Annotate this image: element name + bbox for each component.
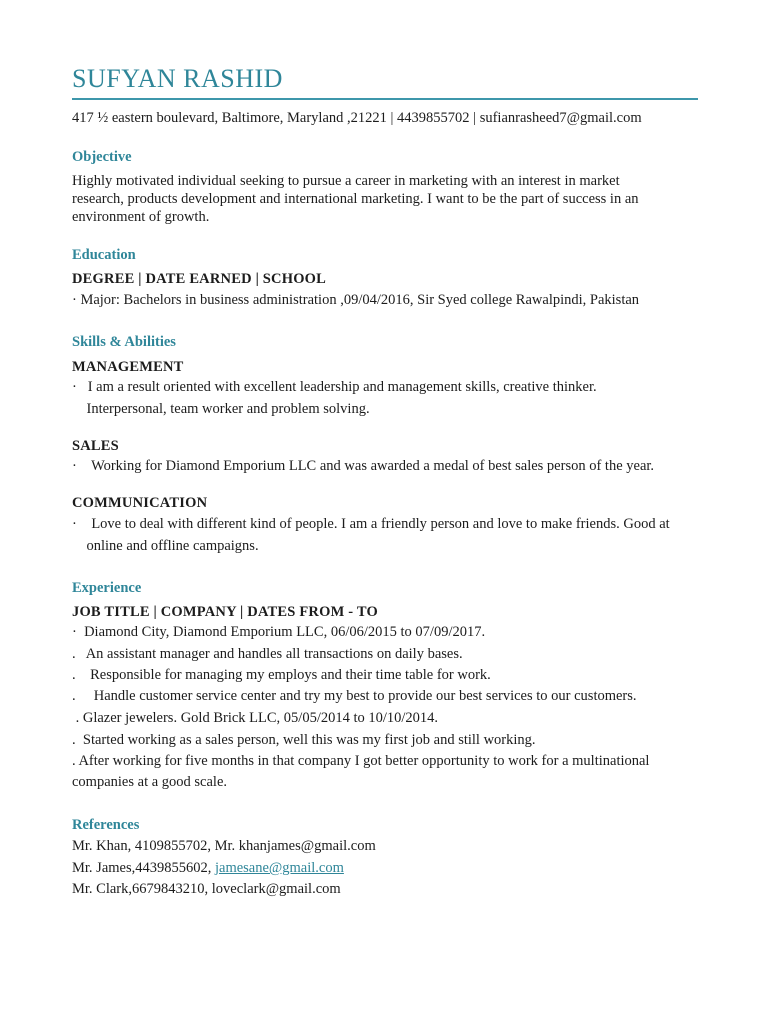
objective-line-2: research, products development and international marketing. I want to be the part of success in an (72, 191, 639, 207)
management-line-1: · I am a result oriented with excellent leadership and management skills, creative thinker. (72, 379, 597, 395)
sales-subheading: SALES (72, 438, 119, 454)
reference-3: Mr. Clark,6679843210, loveclark@gmail.com (72, 881, 341, 897)
management-line-2: Interpersonal, team worker and problem solving. (72, 401, 370, 417)
communication-line-2: online and offline campaigns. (72, 538, 259, 554)
experience-subheading: JOB TITLE | COMPANY | DATES FROM - TO (72, 604, 378, 620)
experience-line-8: companies at a good scale. (72, 774, 228, 790)
experience-line-5: . Glazer jewelers. Gold Brick LLC, 05/05/2014 to 10/10/2014. (72, 710, 439, 726)
experience-line-1: · Diamond City, Diamond Emporium LLC, 06/06/2015 to 07/09/2017. (72, 624, 486, 640)
communication-line-1: · Love to deal with different kind of people. I am a friendly person and love to make friends. Good at (72, 516, 670, 532)
management-subheading: MANAGEMENT (72, 359, 184, 375)
objective-heading: Objective (72, 149, 132, 165)
education-subheading: DEGREE | DATE EARNED | SCHOOL (72, 271, 327, 287)
experience-line-3: . Responsible for managing my employs and their time table for work. (72, 667, 491, 683)
experience-line-4: . Handle customer service center and try my best to provide our best services to our customers. (72, 688, 637, 704)
objective-line-1: Highly motivated individual seeking to pursue a career in marketing with an interest in market (72, 173, 620, 189)
sales-line-1: · Working for Diamond Emporium LLC and was awarded a medal of best sales person of the year. (72, 458, 655, 474)
communication-subheading: COMMUNICATION (72, 495, 208, 511)
reference-1: Mr. Khan, 4109855702, Mr. khanjames@gmail.com (72, 838, 376, 854)
contact-line: 417 ½ eastern boulevard, Baltimore, Maryland ,21221 | 4439855702 | sufianrasheed7@gmail.com (72, 110, 642, 126)
education-heading: Education (72, 247, 136, 263)
reference-2-email-link[interactable]: jamesane@gmail.com (214, 860, 344, 876)
experience-line-6: . Started working as a sales person, well this was my first job and still working. (72, 732, 536, 748)
skills-heading: Skills & Abilities (72, 334, 176, 350)
objective-line-3: environment of growth. (72, 209, 210, 225)
experience-line-7: . After working for five months in that company I got better opportunity to work for a multinational (72, 753, 650, 769)
experience-heading: Experience (72, 580, 142, 596)
reference-2-text: Mr. James,4439855602, (72, 860, 215, 876)
reference-2 (72, 858, 344, 879)
resume-name: SUFYAN RASHID (72, 64, 283, 93)
references-heading: References (72, 817, 140, 833)
header-divider (72, 98, 698, 100)
experience-line-2: . An assistant manager and handles all transactions on daily bases. (72, 646, 463, 662)
education-line-1: · Major: Bachelors in business administration ,09/04/2016, Sir Syed college Rawalpindi, Pakistan (72, 292, 640, 308)
